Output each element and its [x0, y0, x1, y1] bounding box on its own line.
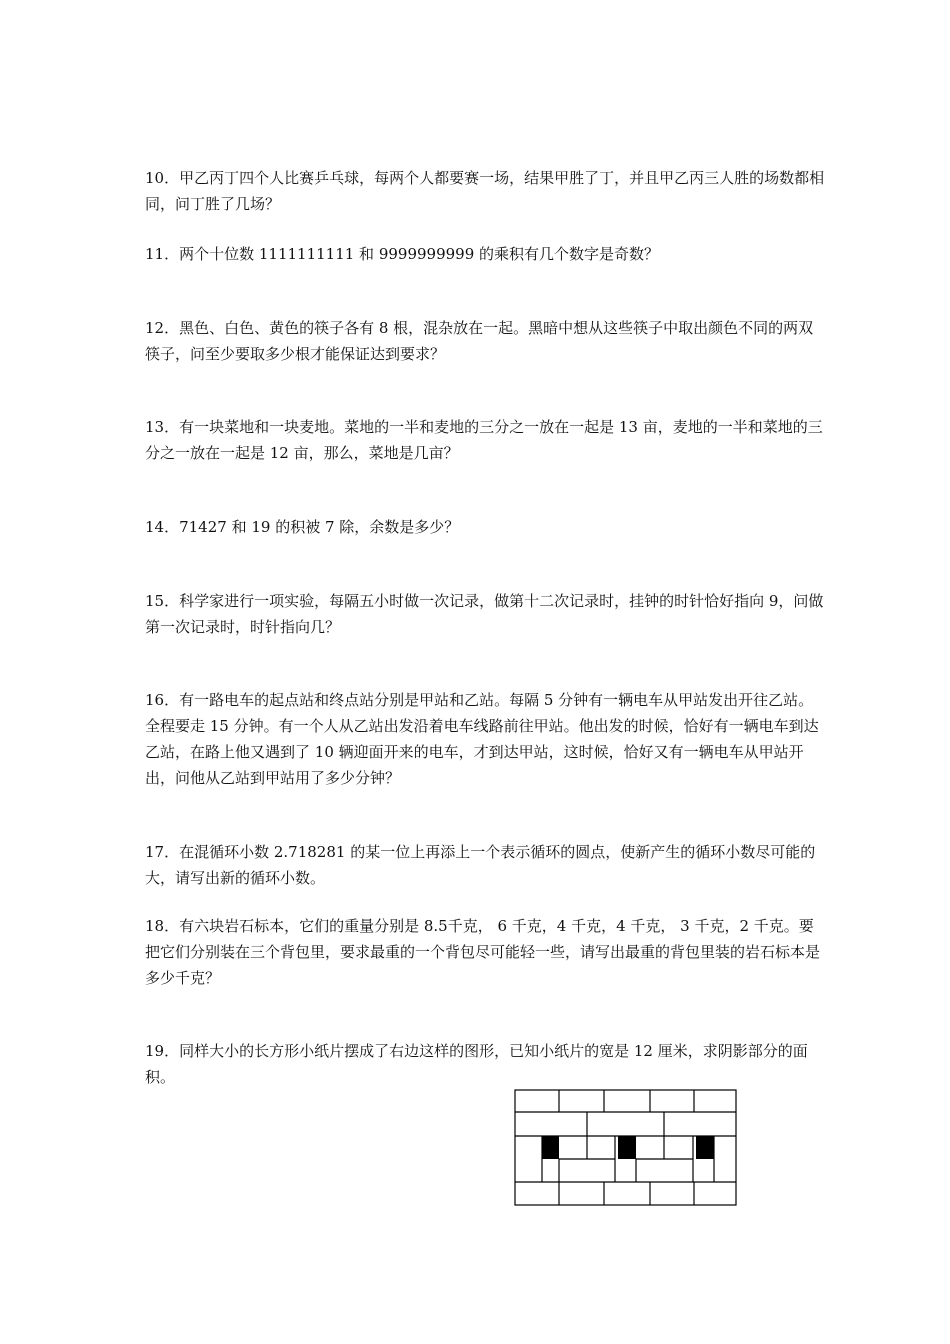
question-13: 13．有一块菜地和一块麦地。菜地的一半和麦地的三分之一放在一起是 13 亩，麦地的一半和菜地的三分之一放在一起是 12 亩，那么，菜地是几亩？ [145, 418, 823, 462]
question-18: 18．有六块岩石标本，它们的重量分别是 8.5千克， 6 千克，4 千克，4 千克， 3 千克，2 千克。要把它们分别装在三个背包里，要求最重的一个背包尽可能轻一些，请写出最重的背包里装的岩石标本是多少千克？ [145, 917, 821, 987]
question-15: 15．科学家进行一项实验，每隔五小时做一次记录，做第十二次记录时，挂钟的时针恰好指向 9，问做第一次记录时，时针指向几？ [145, 592, 824, 636]
question-11: 11．两个十位数 1111111111 和 9999999999 的乘积有几个数字是奇数？ [145, 245, 660, 263]
question-17: 17．在混循环小数 2.718281 的某一位上再添上一个表示循环的圆点，使新产生的循环小数尽可能的大，请写出新的循环小数。 [145, 843, 816, 887]
question-12: 12．黑色、白色、黄色的筷子各有 8 根，混杂放在一起。黑暗中想从这些筷子中取出颜色不同的两双筷子，问至少要取多少根才能保证达到要求？ [145, 319, 814, 363]
paper-rectangles-figure [514, 1089, 738, 1207]
question-10: 10．甲乙丙丁四个人比赛乒乓球，每两个人都要赛一场，结果甲胜了丁，并且甲乙丙三人胜的场数都相同，问丁胜了几场？ [145, 169, 825, 213]
question-16: 16．有一路电车的起点站和终点站分别是甲站和乙站。每隔 5 分钟有一辆电车从甲站发出开往乙站。全程要走 15 分钟。有一个人从乙站出发沿着电车线路前往甲站。他出发的时候，恰好有一辆电车到达乙站，在路上他又遇到了 10 辆迎面开来的电车，才到达甲站，这时候，恰好又有一辆电车从甲站开出，问他从乙站到甲站用了多少分钟？ [145, 691, 819, 787]
shaded-square [696, 1136, 714, 1159]
shaded-square [542, 1136, 559, 1159]
shaded-square [618, 1136, 636, 1159]
question-19: 19．同样大小的长方形小纸片摆成了右边这样的图形，已知小纸片的宽是 12 厘米，求阴影部分的面积。 [145, 1042, 808, 1086]
question-14: 14．71427 和 19 的积被 7 除，余数是多少？ [145, 518, 460, 536]
